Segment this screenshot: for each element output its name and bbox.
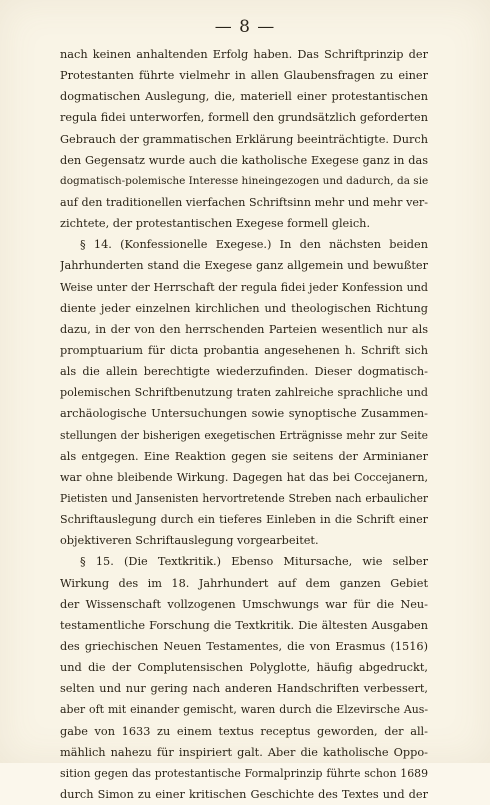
text-line: Weise unter der Herrschaft der regula fidei jeder Konfession und — [60, 280, 428, 294]
text-line: stellungen der bisherigen exegetischen Erträgnisse mehr zur Seite — [60, 428, 428, 442]
text-line: durch Simon zu einer kritischen Geschichte des Textes und der — [60, 787, 428, 801]
page-number: — 8 — — [214, 17, 276, 37]
text-line: Jahrhunderten stand die Exegese ganz allgemein und bewußter — [60, 259, 428, 273]
text-line: dogmatisch-polemische Interesse hineingezogen und dadurch, da sie — [60, 174, 428, 187]
text-line: sition gegen das protestantische Formalprinzip führte schon 1689 — [60, 766, 428, 780]
text-line: gabe von 1633 zu einem textus receptus geworden, der all- — [60, 724, 428, 738]
text-line: § 15. (Die Textkritik.) Ebenso Mitursache, wie selber — [80, 555, 428, 569]
text-line: der Wissenschaft vollzogenen Umschwungs war für die Neu- — [60, 597, 428, 611]
text-line: des griechischen Neuen Testamentes, die von Erasmus (1516) — [60, 639, 428, 653]
text-line: dazu, in der von den herrschenden Parteien wesentlich nur als — [60, 322, 428, 336]
text-line: regula fidei unterworfen, formell den grundsätzlich geforderten — [60, 111, 428, 125]
text-line: § 14. (Konfessionelle Exegese.) In den nächsten beiden — [80, 238, 428, 252]
text-line: zichtete, der protestantischen Exegese formell gleich. — [60, 217, 371, 231]
text-line: objektiveren Schriftauslegung vorgearbeitet. — [60, 534, 319, 548]
text-line: Gebrauch der grammatischen Erklärung beeinträchtigte. Durch — [60, 132, 428, 146]
text-line: nach keinen anhaltenden Erfolg haben. Das Schriftprinzip der — [60, 48, 428, 61]
text-line: den Gegensatz wurde auch die katholische Exegese ganz in das — [60, 153, 428, 167]
text-line: auf den traditionellen vierfachen Schriftsinn mehr und mehr ver- — [60, 195, 428, 209]
body-text — [60, 44, 428, 805]
text-line: Pietisten und Jansenisten hervortretende Streben nach erbaulicher — [60, 491, 428, 505]
text-line: als die allein berechtigte wiederzufinden. Dieser dogmatisch- — [60, 365, 428, 379]
text-line: dogmatischen Auslegung, die, materiell einer protestantischen — [60, 90, 428, 104]
text-line: testamentliche Forschung die Textkritik. Die ältesten Ausgaben — [60, 618, 428, 632]
text-line: diente jeder einzelnen kirchlichen und theologischen Richtung — [60, 301, 428, 315]
text-line: promptuarium für dicta probantia angesehenen h. Schrift sich — [60, 343, 428, 357]
text-line: selten und nur gering nach anderen Handschriften verbessert, — [60, 682, 428, 696]
text-line: und die der Complutensischen Polyglotte, häufig abgedruckt, — [60, 661, 428, 675]
text-line: war ohne bleibende Wirkung. Dagegen hat das bei Coccejanern, — [60, 470, 428, 484]
text-line: Wirkung des im 18. Jahrhundert auf dem ganzen Gebiet — [60, 576, 428, 590]
text-line: mählich nahezu für inspiriert galt. Aber die katholische Oppo- — [60, 745, 428, 759]
text-line: als entgegen. Eine Reaktion gegen sie seitens der Arminianer — [60, 449, 428, 463]
text-line: polemischen Schriftbenutzung traten zahlreiche sprachliche und — [60, 386, 428, 400]
text-line: archäologische Untersuchungen sowie synoptische Zusammen- — [60, 407, 428, 421]
text-line: Schriftauslegung durch ein tieferes Einleben in die Schrift einer — [60, 513, 428, 527]
text-line: Protestanten führte vielmehr in allen Glaubensfragen zu einer — [60, 69, 428, 83]
text-line: aber oft mit einander gemischt, waren durch die Elzevirsche Aus- — [60, 703, 428, 717]
